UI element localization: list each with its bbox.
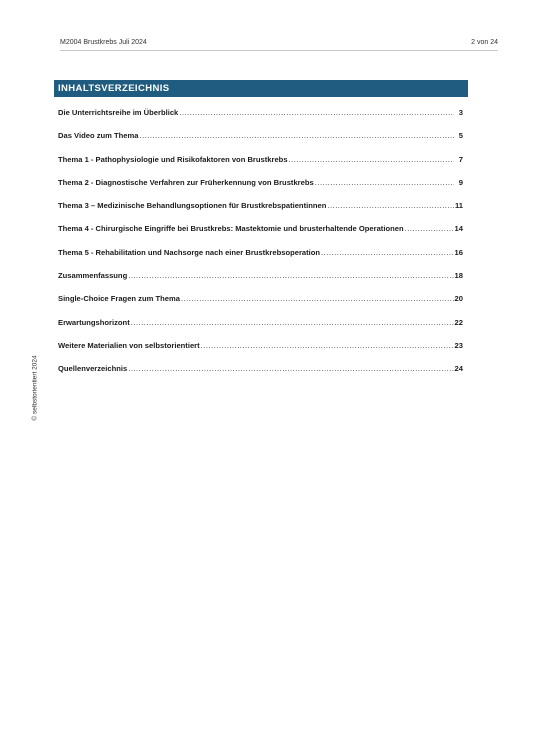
toc-entry-thema-1[interactable] (58, 155, 463, 178)
toc-leader-dots (321, 248, 454, 257)
toc-leader-dots (327, 201, 454, 210)
copyright-notice: © selbstorientiert 2024 (31, 355, 39, 421)
toc-entry-thema-4[interactable] (58, 224, 463, 247)
toc-entry-title: Thema 1 - Pathophysiologie und Risikofaktoren von Brustkrebs (58, 154, 288, 164)
toc-entry-title: Weitere Materialien von selbstorientiert (58, 340, 200, 350)
toc-entry-page: 7 (458, 154, 463, 164)
toc-entry-weitere-materialien[interactable] (58, 341, 463, 364)
toc-entry-page: 5 (458, 131, 463, 141)
toc-entry-thema-5[interactable] (58, 248, 463, 271)
toc-leader-dots (181, 294, 454, 303)
toc-entry-page: 24 (454, 364, 463, 374)
toc-leader-dots (289, 155, 454, 164)
toc-leader-dots (128, 271, 453, 280)
toc-entry-erwartungshorizont[interactable] (58, 318, 463, 341)
toc-entry-page: 3 (458, 108, 463, 117)
toc-entry-video[interactable] (58, 131, 463, 154)
toc-entry-page: 14 (454, 224, 463, 234)
toc-entry-title: Thema 4 - Chirurgische Eingriffe bei Brustkrebs: Mastektomie und brusterhaltende Operationen (58, 224, 404, 234)
toc-entry-page: 22 (454, 317, 463, 327)
page-number: 2 von 24 (471, 39, 498, 46)
toc-entry-zusammenfassung[interactable] (58, 271, 463, 294)
toc-entry-title: Thema 2 - Diagnostische Verfahren zur Früherkennung von Brustkrebs (58, 177, 314, 187)
toc-leader-dots (128, 364, 453, 373)
toc-heading: INHALTSVERZEICHNIS (54, 80, 468, 97)
toc-entry-title: Zusammenfassung (58, 271, 128, 281)
toc-entry-unterrichtsreihe[interactable] (58, 108, 463, 131)
toc-entry-title: Die Unterrichtsreihe im Überblick (58, 108, 179, 117)
toc-entry-title: Das Video zum Thema (58, 131, 139, 141)
toc-leader-dots (139, 131, 454, 140)
toc-leader-dots (405, 224, 454, 233)
toc-entry-page: 18 (454, 271, 463, 281)
toc-entry-thema-3[interactable] (58, 201, 463, 224)
toc-entry-page: 20 (454, 294, 463, 304)
toc-leader-dots (315, 178, 454, 187)
toc-entry-title: Erwartungshorizont (58, 317, 130, 327)
toc-leader-dots (131, 318, 454, 327)
toc-entry-title: Thema 5 - Rehabilitation und Nachsorge nach einer Brustkrebsoperation (58, 247, 321, 257)
toc-entry-single-choice[interactable] (58, 294, 463, 317)
page-header (60, 38, 498, 51)
toc-leader-dots (201, 341, 454, 350)
table-of-contents (58, 108, 463, 388)
toc-entry-quellenverzeichnis[interactable] (58, 364, 463, 387)
toc-entry-page: 9 (458, 177, 463, 187)
toc-leader-dots (179, 108, 454, 117)
toc-entry-title: Single-Choice Fragen zum Thema (58, 294, 180, 304)
document-title: M2004 Brustkrebs Juli 2024 (60, 39, 147, 46)
toc-entry-title: Thema 3 – Medizinische Behandlungsoptionen für Brustkrebspatientinnen (58, 201, 327, 211)
toc-entry-page: 11 (454, 201, 463, 211)
toc-entry-page: 16 (454, 247, 463, 257)
toc-entry-thema-2[interactable] (58, 178, 463, 201)
toc-entry-page: 23 (454, 340, 463, 350)
toc-entry-title: Quellenverzeichnis (58, 364, 128, 374)
